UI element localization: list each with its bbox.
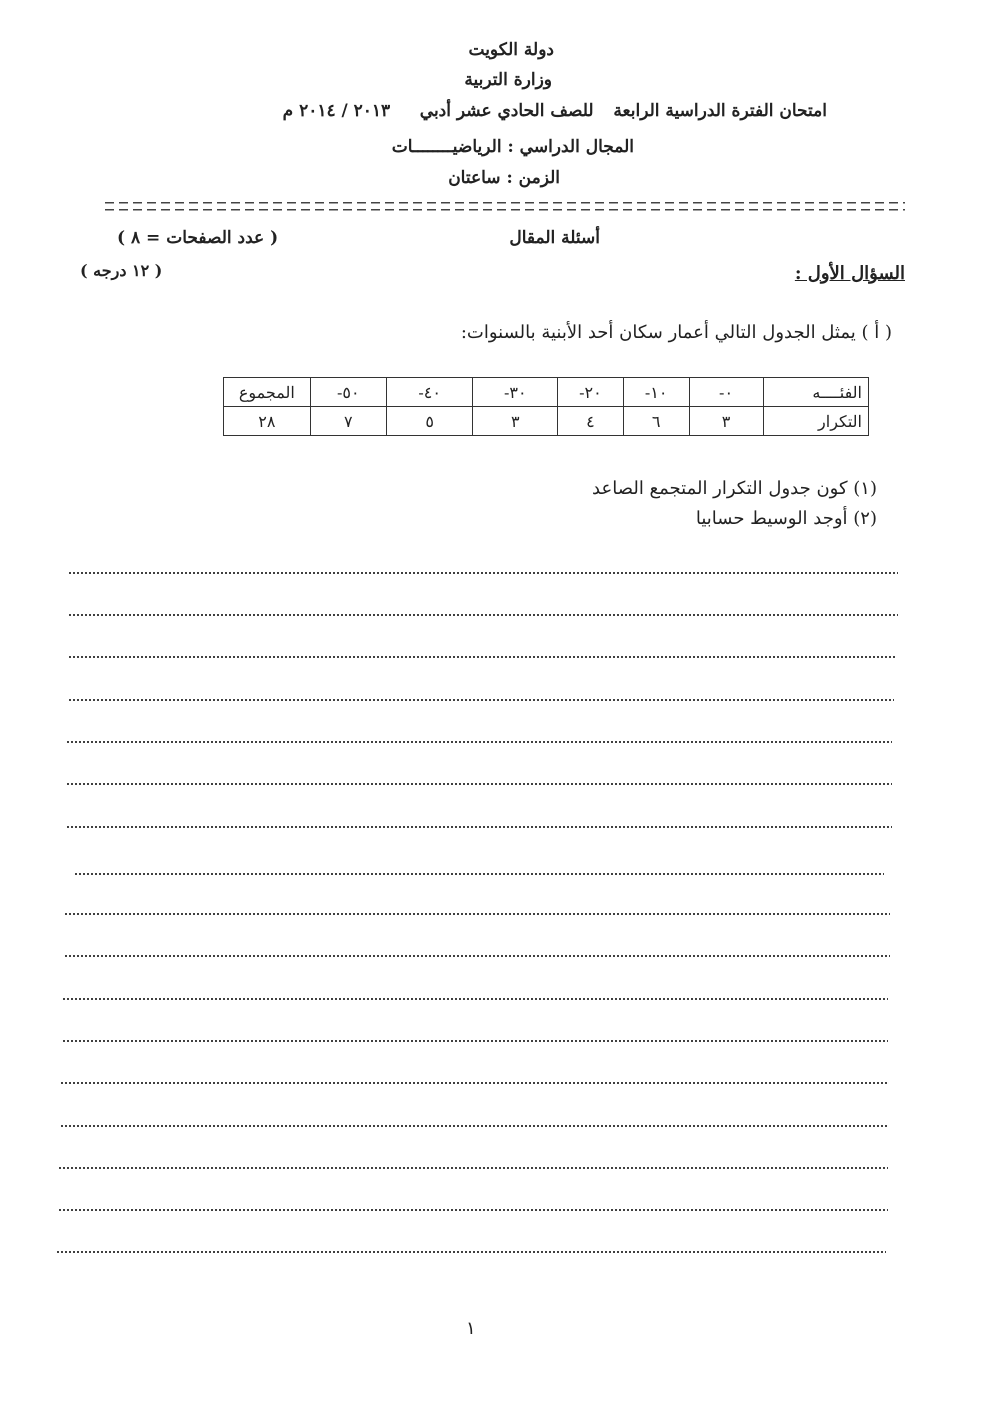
table-cell: ٥: [386, 407, 473, 436]
answer-line: [68, 572, 898, 574]
question-1-marks: ( ١٢ درجه ): [80, 261, 163, 280]
table-cell: ٣٠-: [473, 378, 558, 407]
page-number: ١: [466, 1318, 476, 1339]
table-cell: ٢٠-: [558, 378, 624, 407]
answer-line: [56, 1251, 886, 1253]
question-1-part-a: ( أ ) يمثل الجدول التالي أعمار سكان أحد الأبنية بالسنوات:: [460, 322, 892, 343]
table-cell: ٧: [310, 407, 386, 436]
question-1-title: السؤال الأول :: [794, 263, 905, 284]
header-ministry: وزارة التربية: [464, 70, 552, 90]
answer-line: [60, 1082, 888, 1084]
table-cell: ٢٨: [224, 407, 311, 436]
table-cell: ٣: [473, 407, 558, 436]
answer-line: [66, 783, 892, 785]
table-cell: ٤٠-: [386, 378, 473, 407]
table-header-category: الفئــــه: [763, 378, 868, 407]
table-cell: ٤: [558, 407, 624, 436]
table-cell: ٥٠-: [310, 378, 386, 407]
table-header-frequency: التكرار: [763, 407, 868, 436]
table-cell: ٠-: [689, 378, 763, 407]
answer-line: [62, 998, 888, 1000]
answer-line: [58, 1167, 888, 1169]
answer-line: [66, 826, 892, 828]
answer-line: [60, 1125, 888, 1127]
answer-line: [58, 1209, 888, 1211]
table-cell: ٦: [623, 407, 689, 436]
essay-section-title: أسئلة المقال: [509, 228, 600, 248]
pages-count: ( عدد الصفحات = ٨ ): [117, 228, 279, 248]
answer-line: [66, 741, 892, 743]
answer-line: [68, 656, 896, 658]
answer-line: [62, 1040, 888, 1042]
question-1-sub-2: (٢) أوجد الوسيط حسابيا: [695, 508, 877, 529]
table-cell: ١٠-: [623, 378, 689, 407]
table-cell: المجموع: [224, 378, 311, 407]
table-cell: ٣: [689, 407, 763, 436]
header-year: ٢٠١٣ / ٢٠١٤ م: [282, 101, 391, 121]
answer-line: [64, 913, 890, 915]
answer-line: [64, 955, 890, 957]
header-subject: المجال الدراسي : الرياضيــــــــات: [391, 137, 634, 157]
header-exam-title: امتحان الفترة الدراسية الرابعة: [613, 101, 827, 121]
header-grade: للصف الحادي عشر أدبي: [419, 101, 594, 121]
answer-line: [74, 873, 884, 875]
answer-line: [68, 699, 894, 701]
question-1-sub-1: (١) كون جدول التكرار المتجمع الصاعد: [592, 478, 877, 499]
header-state: دولة الكويت: [468, 40, 554, 60]
header-time: الزمن : ساعتان: [448, 168, 560, 188]
answer-line: [68, 614, 898, 616]
